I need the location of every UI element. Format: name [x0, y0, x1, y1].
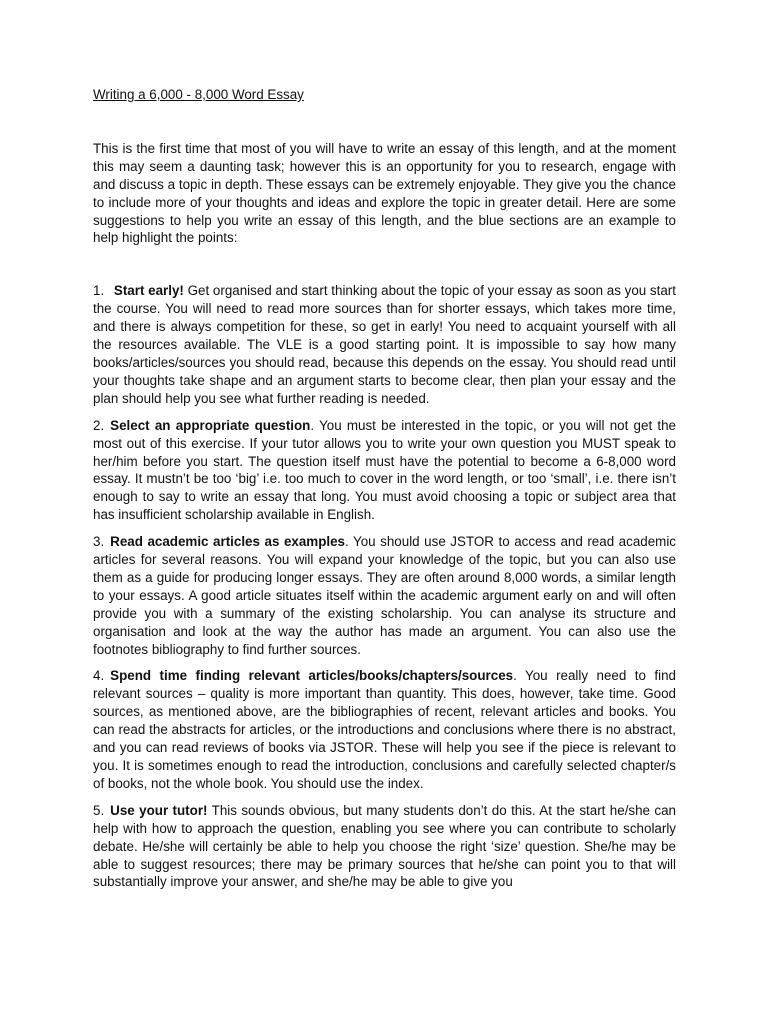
item-body: . You should use JSTOR to access and read academic articles for several reasons. You will expand your knowledge of the topic, but you can also use them as a guide for producing longer essays. They are often around 8,000 words, a similar length to your essays. A good article situates itself within the academic argument early on and will often provide you with a summary of the existing scholarship. You can analyse its structure and organisation and look at the way the author has made an argument. You can also use the footnotes bibliography to find further sources.: [93, 534, 676, 657]
document-page: [93, 86, 676, 900]
item-heading: Select an appropriate question: [110, 417, 311, 433]
item-number: 4.: [93, 668, 105, 684]
item-number: 3.: [93, 534, 105, 550]
list-item-1: [93, 282, 676, 407]
item-heading: Start early!: [113, 283, 184, 299]
item-number: 2.: [93, 417, 105, 433]
item-body: . You must be interested in the topic, or you will not get the most out of this exercise. If your tutor allows you to write your own question you MUST speak to her/him before you start. The question itself must have the potential to become a 6-8,000 word essay. It mustn’t be too ‘big’ i.e. too much to cover in the word length, or too ‘small’, i.e. there isn’t enough to say to write an essay that long. You must avoid choosing a topic or subject area that has insufficient scholarship available in English.: [93, 417, 676, 523]
intro-paragraph: This is the first time that most of you will have to write an essay of this length, and at the moment this may seem a daunting task; however this is an opportunity for you to research, engage with and discuss a topic in depth. These essays can be extremely enjoyable. They give you the chance to include more of your thoughts and ideas and explore the topic in greater detail. Here are some suggestions to help you write an essay of this length, and the blue sections are an example to help highlight the points:: [93, 140, 676, 246]
item-number: 5.: [93, 802, 105, 818]
list-item-5: [93, 802, 676, 892]
item-body: This sounds obvious, but many students don’t do this. At the start he/she can help with how to approach the question, enabling you see where you can contribute to scholarly debate. He/she will certainly be able to help you choose the right ‘size’ question. She/he may be able to suggest resources; there may be primary sources that he/she can point you to that will substantially improve your answer, and she/he may be able to give you: [93, 802, 676, 890]
item-heading: Spend time finding relevant articles/books/chapters/sources: [110, 668, 514, 684]
list-item-4: [93, 667, 676, 792]
item-number: 1.: [93, 283, 105, 299]
item-heading: Read academic articles as examples: [110, 534, 345, 550]
item-body: . You really need to find relevant sources – quality is more important than quantity. This does, however, take time. Good sources, as mentioned above, are the bibliographies of recent, relevant articles and books. You can read the abstracts for articles, or the introductions and conclusions where there is no abstract, and you can read reviews of books via JSTOR. These will help you see if the piece is relevant to you. It is sometimes enough to read the introduction, conclusions and carefully selected chapter/s of books, not the whole book. You should use the index.: [93, 668, 676, 791]
list-item-2: [93, 417, 676, 524]
item-body: Get organised and start thinking about the topic of your essay as soon as you start the course. You will need to read more sources than for shorter essays, which takes more time, and there is always competition for these, so get in early! You need to acquaint yourself with all the resources available. The VLE is a good starting point. It is impossible to say how many books/articles/sources you should read, because this depends on the essay. You should read until your thoughts take shape and an argument starts to become clear, then plan your essay and the plan should help you see what further reading is needed.: [93, 283, 676, 406]
item-heading: Use your tutor!: [110, 802, 208, 818]
list-item-3: [93, 533, 676, 658]
document-title: Writing a 6,000 - 8,000 Word Essay: [93, 87, 304, 102]
